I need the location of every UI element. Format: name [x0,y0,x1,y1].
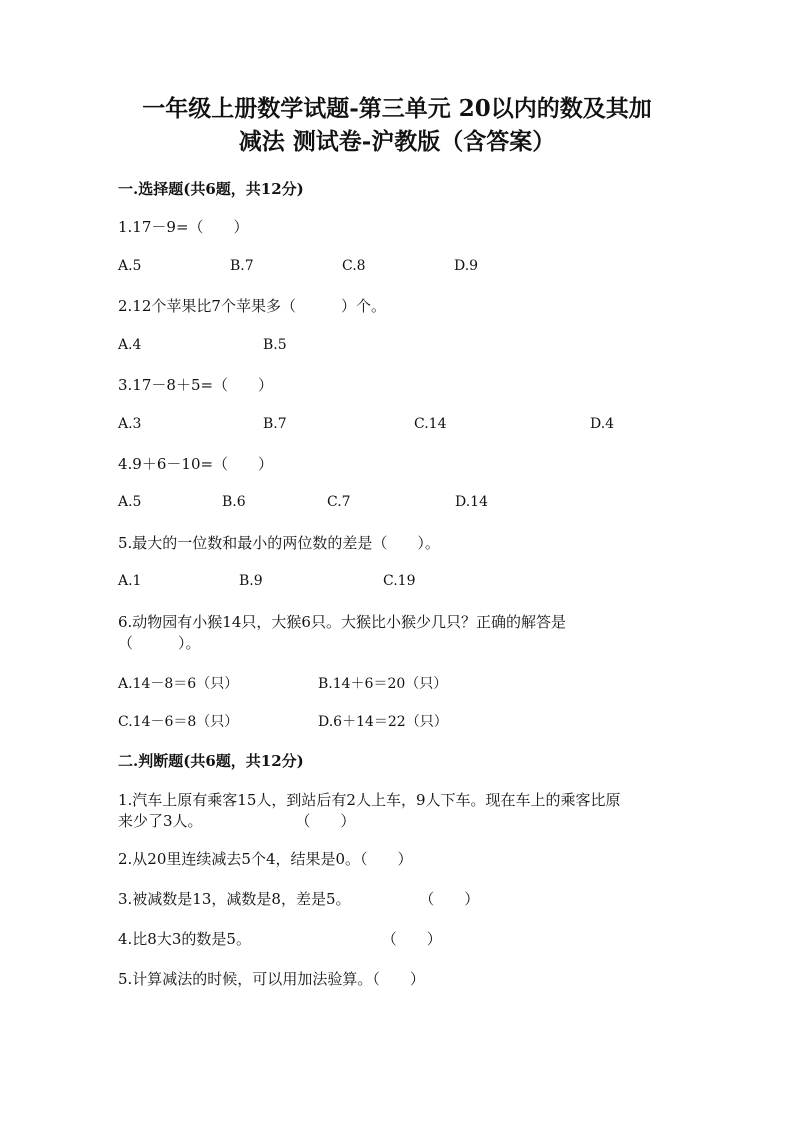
choice-option: A.4 [118,337,142,353]
choice-option: C.7 [327,494,351,510]
judge-question-1-text: 来少了3人。 [118,812,203,830]
answer-blank: （ ） [381,930,442,948]
choice-option: C.19 [383,573,416,589]
choice-question-4: 4.9＋6－10=（ ） [118,455,274,473]
judge-question-1-line-2 [118,810,355,832]
title-line-2: 减法 测试卷-沪教版（含答案） [238,128,556,155]
choice-option: D.6＋14＝22（只） [318,714,448,730]
page-title [100,92,694,158]
choice-option: B.7 [230,258,254,274]
choice-option: C.14 [414,416,447,432]
answer-blank: （ ） [419,890,480,908]
choice-question-6-line-2: （ ）。 [118,634,201,652]
choice-option: D.4 [590,416,615,432]
choice-option: D.9 [454,258,479,274]
choice-question-5: 5.最大的一位数和最小的两位数的差是（ ）。 [118,534,440,552]
choice-question-2: 2.12个苹果比7个苹果多（ ）个。 [118,297,386,315]
choice-question-1: 1.17－9=（ ） [118,218,249,236]
choice-option: A.5 [118,258,142,274]
choice-option: A.14－8＝6（只） [118,676,239,692]
choice-option: A.1 [118,573,142,589]
choice-option: B.14＋6＝20（只） [318,676,448,692]
judge-question-4-text: 4.比8大3的数是5。 [118,930,251,948]
choice-question-6-line-1: 6.动物园有小猴14只，大猴6只。大猴比小猴少几只？正确的解答是 [118,613,566,631]
judge-question-1-line-1: 1.汽车上原有乘客15人，到站后有2人上车，9人下车。现在车上的乘客比原 [118,791,621,809]
choice-question-3: 3.17－8＋5=（ ） [118,376,274,394]
answer-blank: （ ） [295,812,356,830]
choice-option: B.6 [222,494,246,510]
choice-option: C.14－6＝8（只） [118,714,239,730]
judge-question-3-text: 3.被减数是13，减数是8，差是5。 [118,890,351,908]
choice-option: A.3 [118,416,142,432]
choice-option: B.5 [263,337,287,353]
section-heading-choice: 一.选择题(共6题，共12分) [118,180,304,198]
choice-option: B.9 [239,573,263,589]
judge-question-3 [118,888,479,910]
choice-option: B.7 [263,416,287,432]
choice-option: A.5 [118,494,142,510]
judge-question-2: 2.从20里连续减去5个4，结果是0。（ ） [118,850,413,868]
choice-option: C.8 [342,258,366,274]
title-line-1: 一年级上册数学试题-第三单元 20以内的数及其加 [142,95,652,122]
section-heading-judge: 二.判断题(共6题，共12分) [118,752,304,770]
choice-option: D.14 [455,494,488,510]
judge-question-5: 5.计算减法的时候，可以用加法验算。（ ） [118,970,425,988]
judge-question-4 [118,928,442,950]
